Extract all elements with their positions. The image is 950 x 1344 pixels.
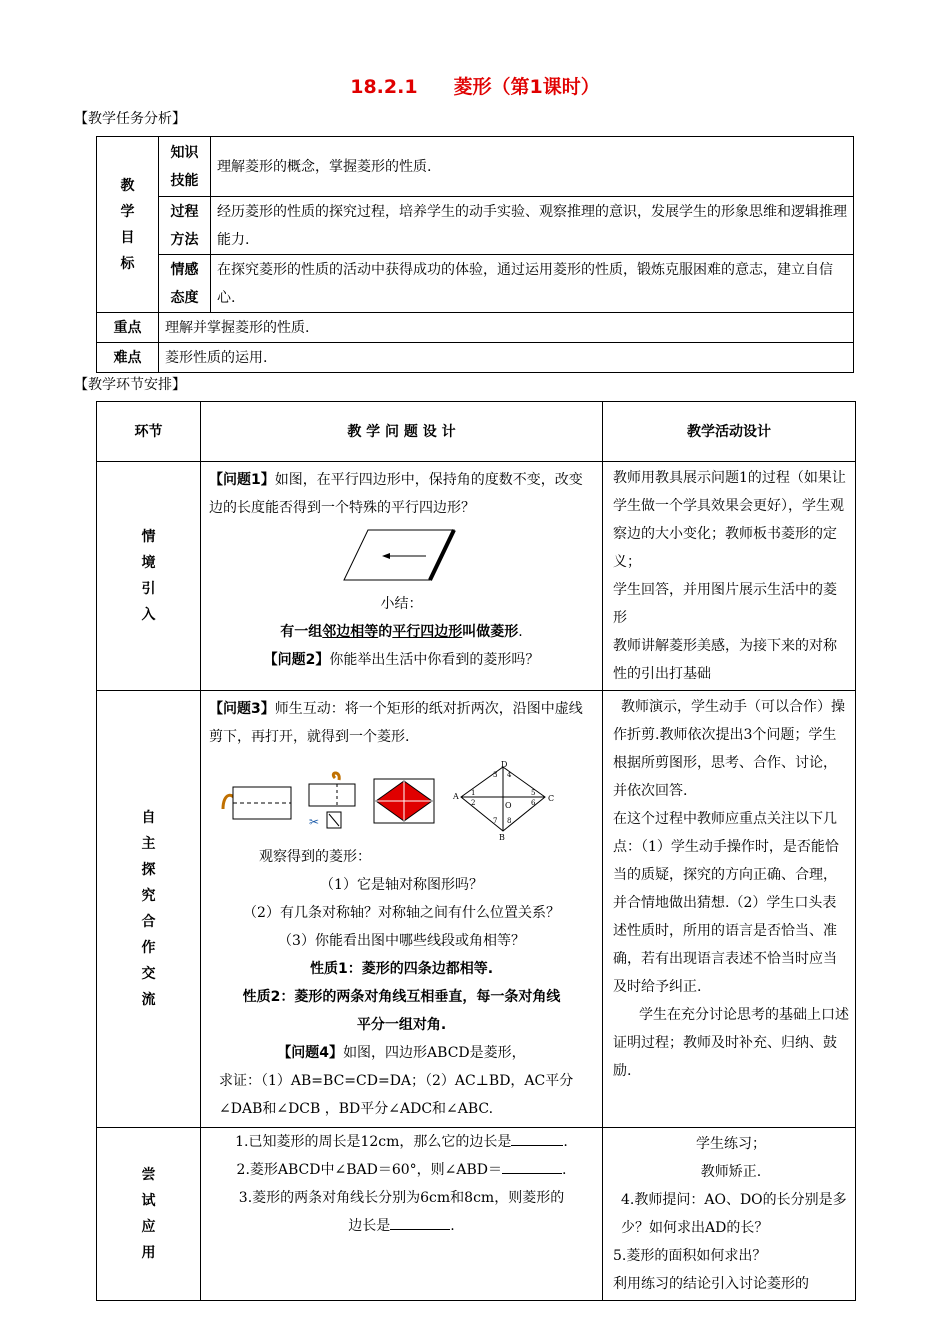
rhombus-definition: 有一组邻边相等的平行四边形叫做菱形. — [280, 624, 523, 640]
goal-text-knowledge: 理解菱形的概念，掌握菱形的性质. — [211, 137, 854, 197]
section-plan: 【教学环节安排】 — [74, 377, 186, 393]
svg-text:3: 3 — [493, 771, 498, 779]
sub-question-3: （3）你能看出图中哪些线段或角相等？ — [278, 933, 525, 949]
svg-text:1: 1 — [471, 789, 476, 797]
goals-table — [96, 136, 854, 373]
header-stage: 环节 — [97, 402, 201, 462]
question-3: 【问题3】师生互动：将一个矩形的纸对折两次，沿图中虚线剪下，再打开，就得到一个菱形. — [209, 701, 583, 745]
header-question-design: 教 学 问 题 设 计 — [201, 402, 603, 462]
svg-text:5: 5 — [531, 789, 536, 797]
page-title — [0, 72, 950, 99]
explore-activity-cell: 教师演示，学生动手（可以合作）操作折剪.教师依次提出3个问题；学生根据所剪图形，思考、合作、讨论，并依次回答. 在这个过程中教师应重点关注以下几点：（1）学生动手操作时，是否能恰当的质疑，探究的方向正确、合理，并合情地做出猜想.（2）学生口头表述性质时，所用的语言是否恰当、准确，若有出现语言表述不恰当时应当及时给予纠正. 学生在充分讨论思考的基础上口述证明过程；教师及时补充、归纳、鼓励. — [603, 691, 856, 1128]
svg-text:4: 4 — [507, 771, 512, 779]
lesson-number: 18.2.1 — [350, 76, 418, 98]
intro-activity-cell: 教师用教具展示问题1的过程（如果让学生做一个学具效果会更好），学生观察边的大小变化；教师板书菱形的定义； 学生回答，并用图片展示生活中的菱形 教师讲解菱形美感，为接下来的对称性的引出打基础 — [603, 462, 856, 691]
goal-label-process: 过程 方法 — [159, 197, 211, 255]
red-rhombus-figure — [373, 778, 435, 824]
key-point-text: 理解并掌握菱形的性质. — [159, 313, 854, 343]
practice-question-cell — [201, 1128, 603, 1301]
svg-text:7: 7 — [493, 817, 498, 825]
summary-label: 小结： — [380, 596, 423, 612]
stage-label-intro: 情 境 引 入 — [97, 462, 201, 691]
property-1: 性质1：菱形的四条边都相等. — [309, 961, 494, 977]
svg-text:6: 6 — [531, 799, 536, 807]
stage-label-practice: 尝 试 应 用 — [97, 1128, 201, 1301]
svg-text:✂: ✂ — [309, 815, 320, 829]
sub-question-1: （1）它是轴对称图形吗？ — [320, 877, 483, 893]
question-2: 【问题2】你能举出生活中你看到的菱形吗？ — [263, 652, 540, 668]
svg-text:C: C — [548, 794, 555, 803]
goal-text-process: 经历菱形的性质的探究过程，培养学生的动手实验、观察推理的意识，发展学生的形象思维和逻辑推理能力. — [211, 197, 854, 255]
header-activity-design: 教学活动设计 — [603, 402, 856, 462]
difficulty-text: 菱形性质的运用. — [159, 343, 854, 373]
proof-statement: 求证：（1）AB=BC=CD=DA；（2）AC⊥BD，AC平分 ∠DAB和∠DCB ，BD平分∠ADC和∠ABC. — [219, 1073, 574, 1117]
question-1: 【问题1】如图，在平行四边形中，保持角的度数不变，改变边的长度能否得到一个特殊的平行四边形？ — [209, 472, 583, 516]
svg-text:B: B — [499, 833, 505, 841]
explore-question-cell — [201, 691, 603, 1128]
lesson-name: 菱形（第1课时） — [453, 76, 600, 98]
section-task-analysis: 【教学任务分析】 — [74, 111, 186, 127]
observe-label: 观察得到的菱形： — [259, 849, 371, 865]
exercise-3: 3.菱形的两条对角线长分别为6cm和8cm，则菱形的 边长是 . — [238, 1190, 565, 1234]
goal-label-emotion: 情感 态度 — [159, 255, 211, 313]
question-4: 【问题4】如图，四边形ABCD是菱形， — [277, 1045, 526, 1061]
svg-text:2: 2 — [471, 799, 476, 807]
svg-text:D: D — [501, 761, 508, 769]
goal-text-emotion: 在探究菱形的性质的活动中获得成功的体验，通过运用菱形的性质，锻炼克服困难的意志，建立自信心. — [211, 255, 854, 313]
property-2: 性质2：菱形的两条对角线互相垂直，每一条对角线 平分一组对角. — [242, 989, 561, 1033]
exercise-1: 1.已知菱形的周长是12cm，那么它的边长是 . — [209, 1128, 594, 1156]
svg-text:A: A — [453, 792, 459, 801]
key-point-label: 重点 — [97, 313, 159, 343]
exercise-2: 2.菱形ABCD中∠BAD＝60°，则∠ABD＝ . — [209, 1156, 594, 1184]
plan-table — [96, 401, 856, 1301]
intro-question-cell — [201, 462, 603, 691]
sub-question-2: （2）有几条对称轴？对称轴之间有什么位置关系？ — [243, 905, 560, 921]
svg-text:O: O — [505, 801, 512, 810]
svg-text:8: 8 — [507, 817, 512, 825]
folded-paper-figure — [219, 781, 293, 821]
folding-figures — [209, 751, 594, 843]
goal-label-knowledge: 知识 技能 — [159, 137, 211, 197]
parallelogram-figure — [342, 528, 462, 584]
cut-paper-figure — [307, 770, 359, 832]
difficulty-label: 难点 — [97, 343, 159, 373]
stage-label-explore: 自 主 探 究 合 作 交 流 — [97, 691, 201, 1128]
practice-activity-cell: 学生练习； 教师矫正. 4.教师提问：AO、DO的长分别是多少？如何求出AD的长？ 5.菱形的面积如何求出？ 利用练习的结论引入讨论菱形的 — [603, 1128, 856, 1301]
goals-label: 教 学 目 标 — [97, 137, 159, 313]
rhombus-abcd-diagram — [449, 761, 561, 841]
